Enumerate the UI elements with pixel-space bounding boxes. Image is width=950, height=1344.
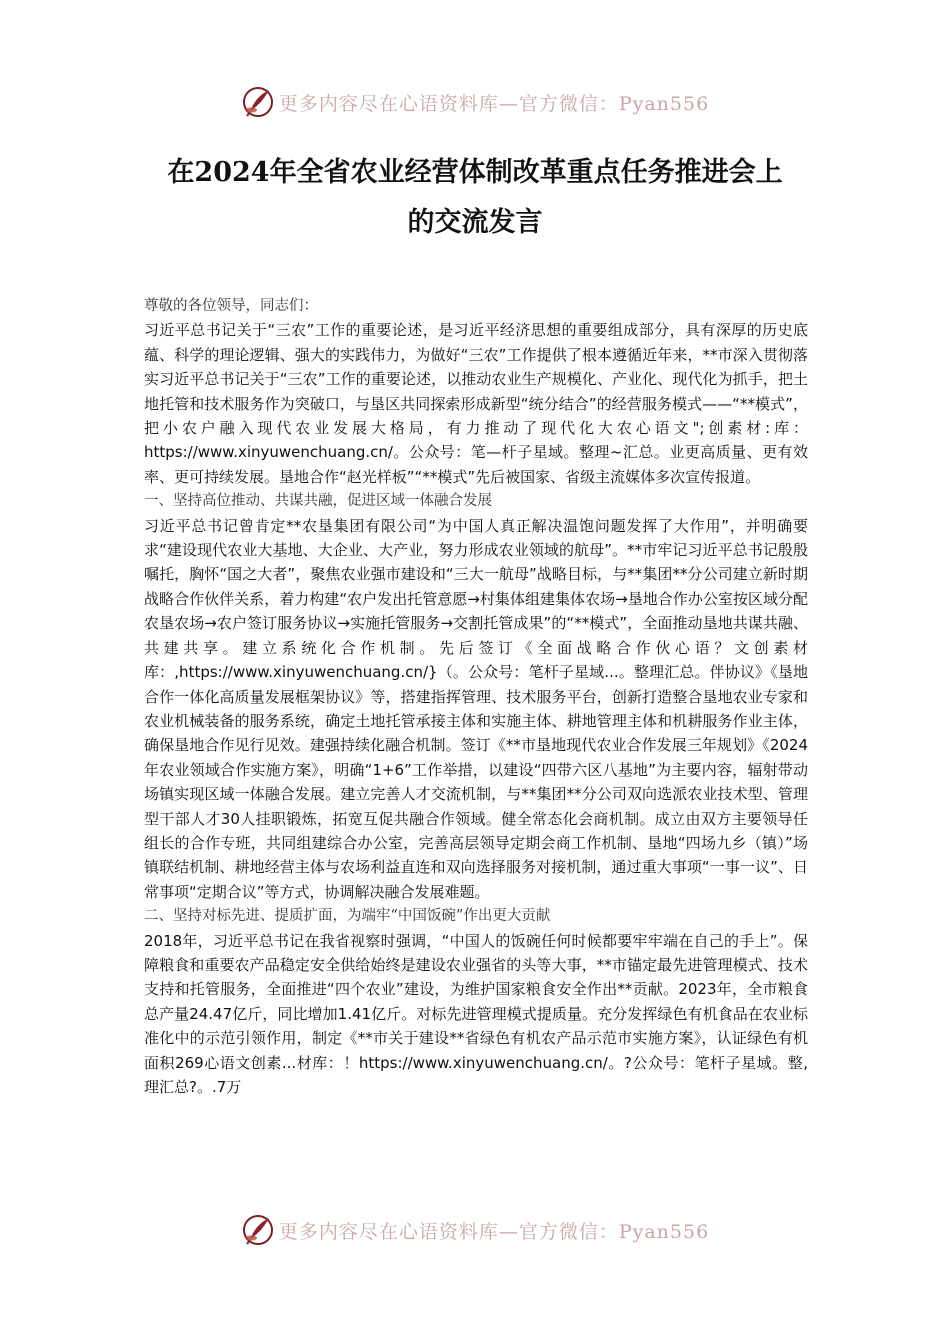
- document-title: [100, 148, 850, 248]
- intro-paragraph: 习近平总书记关于“三农”工作的重要论述，是习近平经济思想的重要组成部分，具有深厚的历史底蕴、科学的理论逻辑、强大的实践伟力，为做好“三农”工作提供了根本遵循近年来，**市深入贯彻落实习近平总书记关于“三农”工作的重要论述，以推动农业生产规模化、产业化、现代化为抓手，把土地托管和技术服务作为突破口，与垦区共同探索形成新型“统分结合”的经营服务模式——“**模式”，把小农户融入现代农业发展大格局，有力推动了现代化大农心语文";创素材:库：https://www.xinyuwenchuang.cn/。公众号：笔—杆子星域。整理~汇总。业更高质量、更有效率、更可持续发展。垦地合作“赵光样板”“**模式”先后被国家、省级主流媒体多次宣传报道。: [144, 321, 808, 486]
- quill-feather-icon: [241, 85, 275, 119]
- section-2-heading: 二、坚持对标先进、提质扩面，为端牢“中国饭碗”作出更大贡献: [144, 908, 551, 925]
- document-body: [144, 294, 808, 1099]
- banner-text: 更多内容尽在心语资料库—官方微信：Pyan556: [278, 1220, 710, 1243]
- header-banner[interactable]: [0, 82, 950, 122]
- section-2-paragraph: 2018年，习近平总书记在我省视察时强调，“中国人的饭碗任何时候都要牢牢端在自己的手上”。保障粮食和重要农产品稳定安全供给始终是建设农业强省的头等大事，**市锚定最先进管理模式、技术支持和托管服务，全面推进“四个农业”建设，为维护国家粮食安全作出**贡献。2023年，全市粮食总产量24.47亿斤，同比增加1.41亿斤。对标先进管理模式提质量。充分发挥绿色有机食品在农业标准化中的示范引领作用，制定《**市关于建设**省绿色有机农产品示范市实施方案》，认证绿色有机面积269心语文创素...材库：！https://www.xinyuwenchuang.cn/。?公众号：笔杆子星域。整,理汇总?。.7万: [144, 931, 808, 1096]
- footer-banner[interactable]: [0, 1210, 950, 1250]
- title-line-1: 在2024年全省农业经营体制改革重点任务推进会上: [167, 157, 783, 188]
- title-line-2: 的交流发言: [407, 207, 543, 238]
- quill-feather-icon: [241, 1213, 275, 1247]
- banner-text: 更多内容尽在心语资料库—官方微信：Pyan556: [278, 92, 710, 115]
- salutation: 尊敬的各位领导，同志们：: [144, 298, 318, 314]
- section-1-paragraph: 习近平总书记曾肯定**农垦集团有限公司“为中国人真正解决温饱问题发挥了大作用”，并明确要求“建设现代农业大基地、大企业、大产业，努力形成农业领域的航母”。**市牢记习近平总书记殷殷嘱托，胸怀“国之大者”，聚焦农业强市建设和“三大一航母”战略目标，与**集团**分公司建立新时期战略合作伙伴关系，着力构建“农户发出托管意愿→村集体组建集体农场→垦地合作办公室按区域分配农垦农场→农户签订服务协议→实施托管服务→交割托管成果”的“**模式”，全面推动垦地共谋共融、共建共享。建立系统化合作机制。先后签订《全面战略合作伙心语？文创素材库：,https://www.xinyuwenchuang.cn/}（。公众号：笔杆子星域...。整理汇总。伴协议》《垦地合作一体化高质量发展框架协议》等，搭建指挥管理、技术服务平台，创新打造整合垦地农业专家和农业机械装备的服务系统，确定土地托管承接主体和实施主体、耕地管理主体和机耕服务作业主体，确保垦地合作见行见效。建强持续化融合机制。签订《**市垦地现代农业合作发展三年规划》《2024年农业领域合作实施方案》，明确“1+6”工作举措，以建设“四带六区八基地”为主要内容，辐射带动场镇实现区域一体融合发展。建立完善人才交流机制，与**集团**分公司双向选派农业技术型、管理型干部人才30人挂职锻炼，拓宽互促共融合作领域。健全常态化会商机制。成立由双方主要领导任组长的合作专班，共同组建综合办公室，完善高层领导定期会商工作机制、垦地“四场九乡（镇）”场镇联结机制、耕地经营主体与农场利益直连和双向选择服务对接机制，通过重大事项“一事一议”、日常事项“定期合议”等方式，协调解决融合发展难题。: [144, 516, 808, 901]
- section-1-heading: 一、坚持高位推动、共谋共融，促进区域一体融合发展: [144, 493, 492, 510]
